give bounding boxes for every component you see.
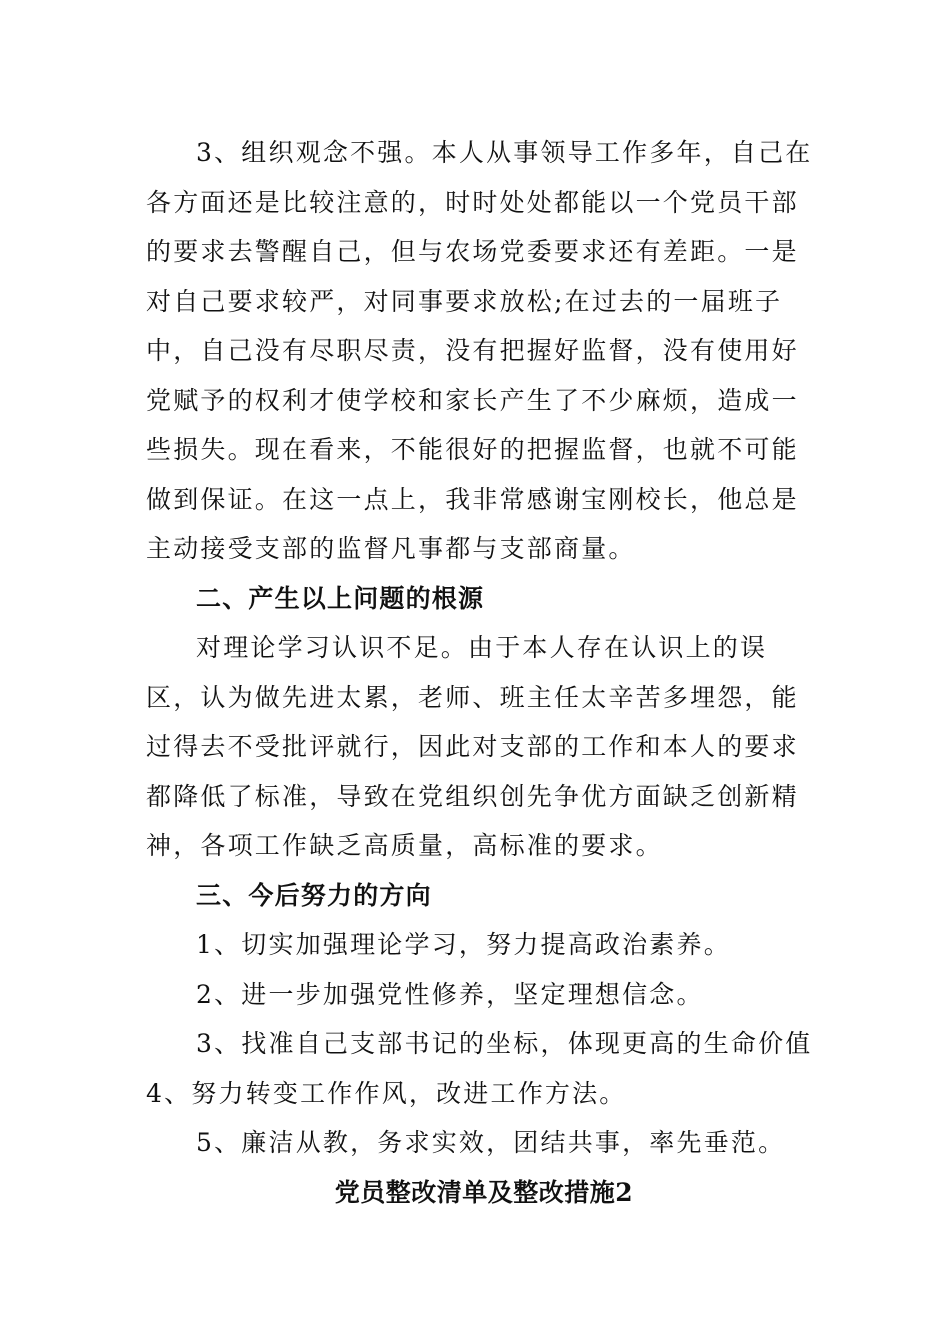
- document-body: [146, 128, 814, 1217]
- list-item-1: 1、切实加强理论学习，努力提高政治素养。: [196, 930, 731, 959]
- section-heading-root-causes: 二、产生以上问题的根源: [196, 583, 485, 613]
- document-title-2: 党员整改清单及整改措施2: [334, 1177, 634, 1207]
- list-item-3: 3、找准自己支部书记的坐标，体现更高的生命价值: [196, 1029, 813, 1058]
- paragraph-root-causes: 对理论学习认识不足。由于本人存在认识上的误区，认为做先进太累，老师、班主任太辛苦多埋怨，能过得去不受批评就行，因此对支部的工作和本人的要求都降低了标准，导致在党组织创先争优方面缺乏创新精神，各项工作缺乏高质量，高标准的要求。: [146, 633, 799, 860]
- list-item-5: 5、廉洁从教，务求实效，团结共事，率先垂范。: [196, 1128, 786, 1157]
- list-item-4: 4、努力转变工作作风，改进工作方法。: [146, 1078, 627, 1108]
- list-item-2: 2、进一步加强党性修养，坚定理想信念。: [196, 979, 704, 1009]
- section-heading-future-direction: 三、今后努力的方向: [196, 880, 432, 910]
- paragraph-organization-concept: 3、组织观念不强。本人从事领导工作多年，自己在各方面还是比较注意的，时时处处都能以一个党员干部的要求去警醒自己，但与农场党委要求还有差距。一是对自己要求较严，对同事要求放松;在过去的一届班子中，自己没有尽职尽责，没有把握好监督，没有使用好党赋予的权利才使学校和家长产生了不少麻烦，造成一些损失。现在看来，不能很好的把握监督，也就不可能做到保证。在这一点上，我非常感谢宝刚校长，他总是主动接受支部的监督凡事都与支部商量。: [146, 138, 813, 563]
